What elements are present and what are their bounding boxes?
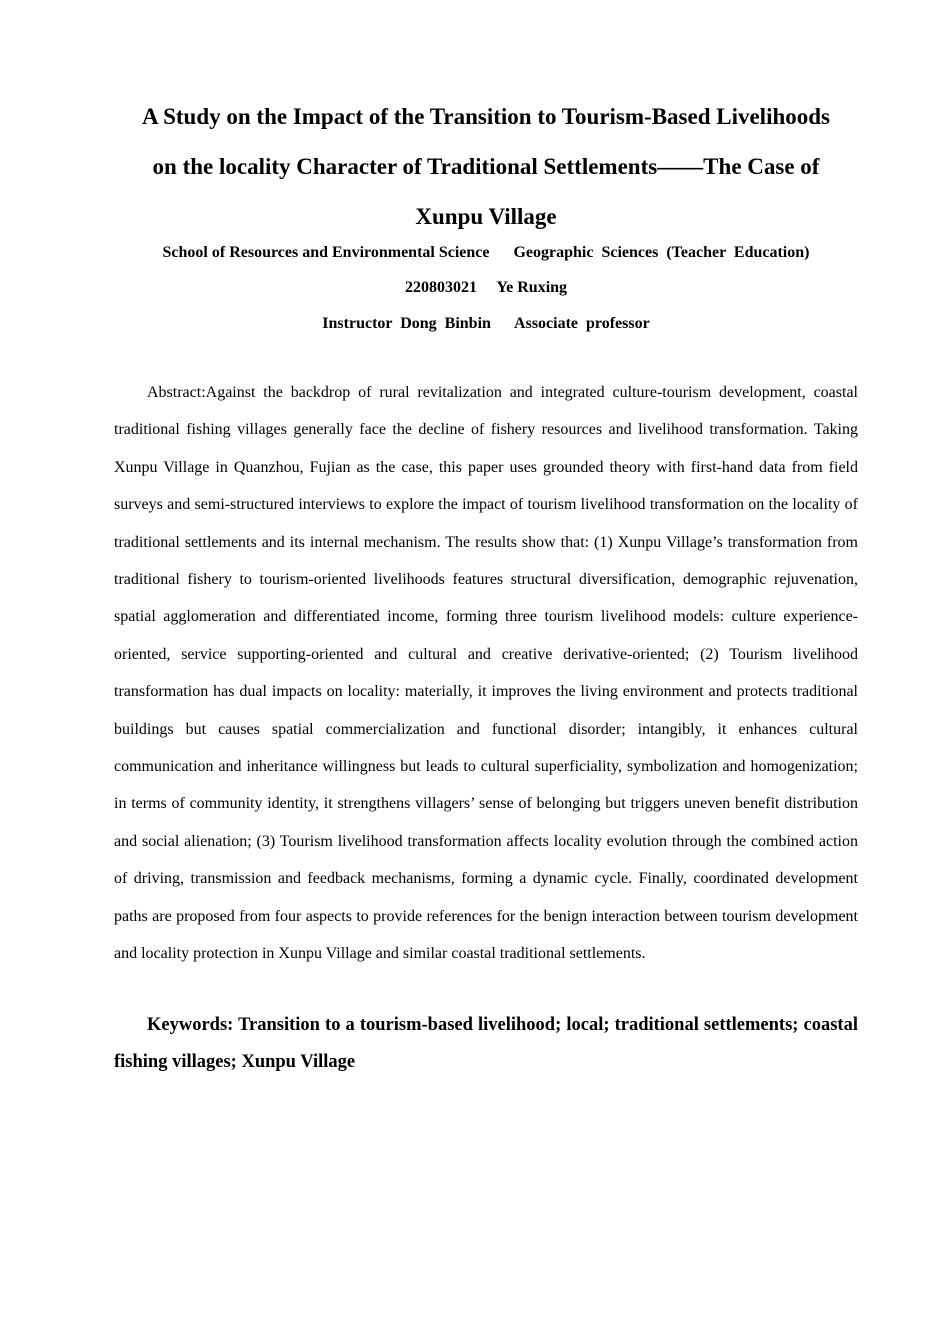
affiliation-line: School of Resources and Environmental Science Geographic Sciences (Teacher Education) bbox=[162, 244, 810, 261]
instructor-line: Instructor Dong Binbin Associate professor bbox=[322, 315, 650, 332]
abstract-paragraph: Abstract:Against the backdrop of rural revitalization and integrated culture-tourism development, coastal traditional fishing villages generally face the decline of fishery resources and livelihood transformation. Taking Xunpu Village in Quanzhou, Fujian as the case, this paper uses grounded theory with first-hand data from field surveys and semi-structured interviews to explore the impact of tourism livelihood transformation on the locality of traditional settlements and its internal mechanism. The results show that: (1) Xunpu Village’s transformation from traditional fishery to tourism-oriented livelihoods features structural diversification, demographic rejuvenation, spatial agglomeration and differentiated income, forming three tourism livelihood models: culture experience-oriented, service supporting-oriented and cultural and creative derivative-oriented; (2) Tourism livelihood transformation has dual impacts on locality: materially, it improves the living environment and protects traditional buildings but causes spatial commercialization and functional disorder; intangibly, it enhances cultural communication and inheritance willingness but leads to cultural superficiality, symbolization and homogenization; in terms of community identity, it strengthens villagers’ sense of belonging but triggers uneven benefit distribution and social alienation; (3) Tourism livelihood transformation affects locality evolution through the combined action of driving, transmission and feedback mechanisms, forming a dynamic cycle. Finally, coordinated development paths are proposed from four aspects to provide references for the benign interaction between tourism development and locality protection in Xunpu Village and similar coastal traditional settlements. bbox=[114, 384, 858, 963]
paper-title-line-3: Xunpu Village bbox=[415, 204, 557, 229]
paper-title-line-2: on the locality Character of Traditional Settlements——The Case of bbox=[152, 154, 820, 179]
paper-title bbox=[112, 92, 860, 242]
paper-title-line-1: A Study on the Impact of the Transition to Tourism-Based Livelihoods bbox=[142, 104, 830, 129]
student-id-name: 220803021 Ye Ruxing bbox=[404, 279, 568, 296]
keywords-paragraph: Keywords: Transition to a tourism-based livelihood; local; traditional settlements; coastal fishing villages; Xunpu Village bbox=[114, 1015, 858, 1072]
